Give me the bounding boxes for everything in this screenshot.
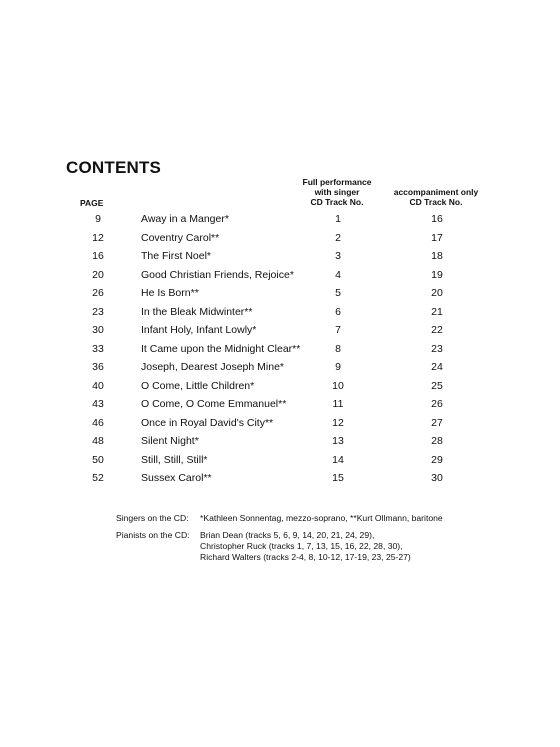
full-performance-track: 7 [335, 324, 341, 336]
page-number: 9 [95, 213, 101, 225]
full-performance-track: 10 [332, 379, 344, 392]
page-number: 52 [92, 472, 104, 484]
full-performance-header-line: Full performance [302, 177, 372, 187]
accompaniment-track: 21 [431, 305, 443, 318]
page-number: 40 [92, 379, 104, 392]
accompaniment-track: 22 [431, 324, 443, 336]
accompaniment-track: 23 [431, 342, 443, 355]
table-row [0, 229, 560, 248]
pianists-label: Pianists on the CD: [116, 530, 190, 540]
accompaniment-track: 17 [431, 231, 443, 244]
accompaniment-track: 27 [431, 416, 443, 429]
full-performance-track: 15 [332, 472, 344, 484]
singers-line: *Kathleen Sonnentag, mezzo-soprano, **Kurt Ollmann, baritone [200, 513, 443, 523]
page-title: CONTENTS [66, 158, 162, 177]
table-row [0, 432, 560, 451]
page-number: 26 [92, 287, 104, 299]
page-number: 20 [92, 268, 104, 281]
song-title: He Is Born** [141, 287, 199, 299]
accompaniment-column-header [386, 187, 486, 207]
song-title: In the Bleak Midwinter** [141, 305, 253, 318]
contents-table [0, 210, 560, 488]
page-number: 30 [92, 324, 104, 336]
song-title: It Came upon the Midnight Clear** [141, 342, 301, 355]
song-title: Sussex Carol** [141, 472, 212, 484]
cd-credits [116, 513, 443, 569]
song-title: O Come, Little Children* [141, 379, 255, 392]
accompaniment-header-line: CD Track No. [409, 197, 463, 207]
table-row [0, 451, 560, 470]
table-row [0, 247, 560, 266]
song-title: Joseph, Dearest Joseph Mine* [141, 361, 284, 373]
song-title: Good Christian Friends, Rejoice* [141, 268, 294, 281]
pianists-credit [116, 530, 443, 563]
full-performance-track: 1 [335, 213, 341, 225]
full-performance-track: 2 [335, 231, 341, 244]
full-performance-track: 3 [335, 250, 341, 262]
full-performance-track: 9 [335, 361, 341, 373]
page-number: 36 [92, 361, 104, 373]
song-title: Still, Still, Still* [141, 453, 208, 466]
song-title: Silent Night* [141, 435, 199, 447]
table-row [0, 414, 560, 433]
page-number: 33 [92, 342, 104, 355]
page-number: 46 [92, 416, 104, 429]
full-performance-track: 12 [332, 416, 344, 429]
accompaniment-track: 24 [431, 361, 443, 373]
full-performance-header-line: with singer [314, 187, 360, 197]
pianists-line: Brian Dean (tracks 5, 6, 9, 14, 20, 21, 24, 29), [200, 530, 375, 540]
full-performance-track: 8 [335, 342, 341, 355]
table-row [0, 340, 560, 359]
accompaniment-track: 18 [431, 250, 443, 262]
accompaniment-track: 16 [431, 213, 443, 225]
full-performance-column-header [296, 177, 378, 207]
accompaniment-track: 19 [431, 268, 443, 281]
accompaniment-track: 28 [431, 435, 443, 447]
accompaniment-track: 20 [431, 287, 443, 299]
table-row [0, 469, 560, 488]
page-number: 12 [92, 231, 104, 244]
page-number: 23 [92, 305, 104, 318]
pianists-line: Richard Walters (tracks 2-4, 8, 10-12, 17-19, 23, 25-27) [200, 552, 411, 562]
table-row [0, 358, 560, 377]
song-title: Infant Holy, Infant Lowly* [141, 324, 257, 336]
page-number: 48 [92, 435, 104, 447]
full-performance-header-line: CD Track No. [310, 197, 364, 207]
singers-label: Singers on the CD: [116, 513, 189, 523]
pianists-line: Christopher Ruck (tracks 1, 7, 13, 15, 16, 22, 28, 30), [200, 541, 403, 551]
accompaniment-header-line: accompaniment only [393, 187, 479, 197]
table-row [0, 395, 560, 414]
full-performance-track: 5 [335, 287, 341, 299]
page-number: 50 [92, 453, 104, 466]
page-number: 43 [92, 398, 104, 410]
singers-credit [116, 513, 443, 524]
table-row [0, 210, 560, 229]
accompaniment-track: 29 [431, 453, 443, 466]
full-performance-track: 6 [335, 305, 341, 318]
song-title: Once in Royal David's City** [141, 416, 274, 429]
song-title: Away in a Manger* [141, 213, 229, 225]
page-number: 16 [92, 250, 104, 262]
accompaniment-track: 25 [431, 379, 443, 392]
song-title: O Come, O Come Emmanuel** [141, 398, 287, 410]
table-row [0, 377, 560, 396]
full-performance-track: 11 [332, 398, 344, 410]
accompaniment-track: 26 [431, 398, 443, 410]
table-row [0, 303, 560, 322]
full-performance-track: 4 [335, 268, 341, 281]
song-title: Coventry Carol** [141, 231, 220, 244]
song-title: The First Noel* [141, 250, 212, 262]
accompaniment-track: 30 [431, 472, 443, 484]
table-row [0, 284, 560, 303]
table-row [0, 321, 560, 340]
full-performance-track: 14 [332, 453, 344, 466]
table-row [0, 266, 560, 285]
full-performance-track: 13 [332, 435, 344, 447]
page-column-header: PAGE [80, 198, 104, 208]
